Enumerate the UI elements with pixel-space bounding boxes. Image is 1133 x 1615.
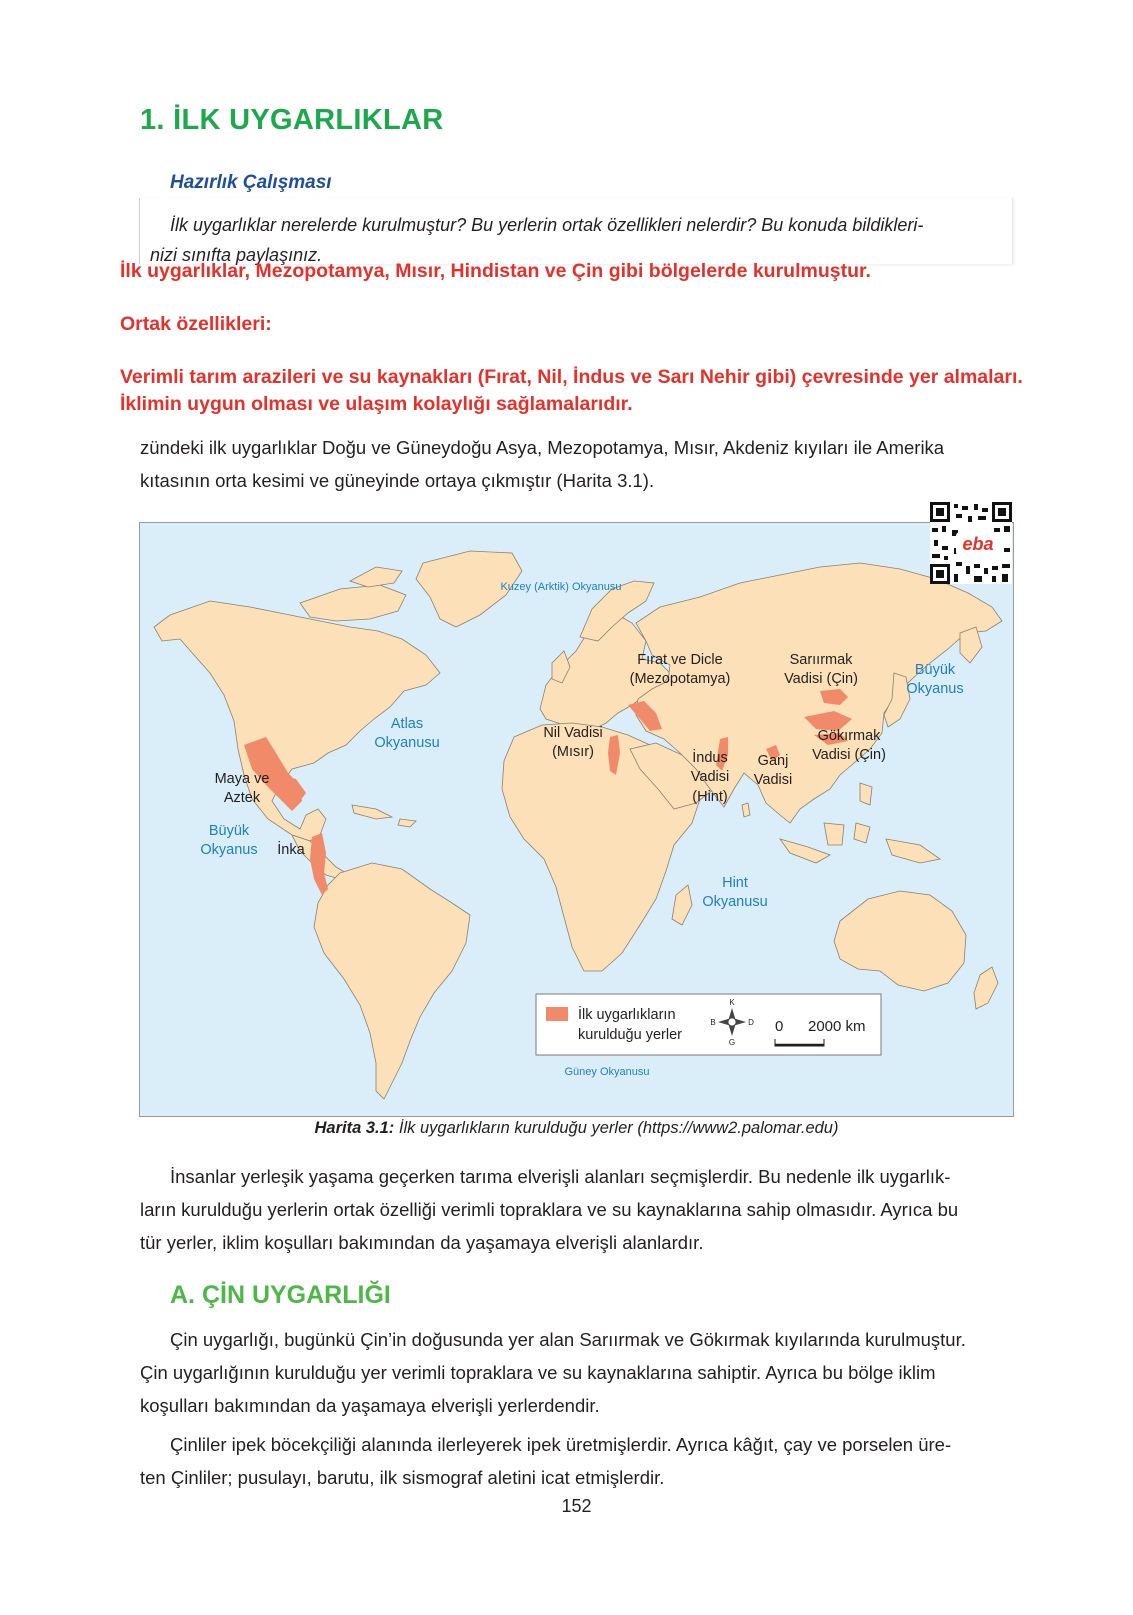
- intro-line2: kıtasının orta kesimi ve güneyinde ortaya çıkmıştır (Harita 3.1).: [140, 470, 655, 491]
- para3-line2: ten Çinliler; pusulayı, barutu, ilk sismograf aletini icat etmişlerdir.: [140, 1467, 665, 1488]
- prep-question-line2: nizi sınıfta paylaşınız.: [150, 245, 323, 265]
- map-legend: [536, 994, 881, 1055]
- pacific-west-label-2: Okyanus: [200, 842, 258, 858]
- answer-line2: Verimli tarım arazileri ve su kaynakları (Fırat, Nil, İndus ve Sarı Nehir gibi) çevresinde yer almaları.: [120, 366, 1023, 388]
- prep-heading: Hazırlık Çalışması: [170, 172, 332, 193]
- inca-label: İnka: [277, 842, 305, 858]
- compass-e: D: [748, 1018, 754, 1027]
- para1-line2: ların kurulduğu yerlerin ortak özelliği verimli topraklara ve su kaynaklarına sahip olmasıdır. Ayrıca bu: [140, 1199, 959, 1220]
- qr-logo-text: eba: [962, 534, 994, 554]
- mesopotamia-label-1: Fırat ve Dicle: [637, 652, 723, 668]
- legend-label-2: kurulduğu yerler: [578, 1027, 682, 1043]
- maya-aztec-label-1: Maya ve: [214, 771, 270, 787]
- nile-label-1: Nil Vadisi: [543, 725, 603, 741]
- atlantic-ocean-label-1: Atlas: [390, 716, 424, 732]
- indus-label-1: İndus: [692, 750, 728, 766]
- page-number: 152: [561, 1496, 592, 1516]
- para2-line2: Çin uygarlığının kurulduğu yer verimli topraklara ve su kaynaklarına sahiptir. Ayrıca bu bölge iklim: [140, 1362, 936, 1383]
- legend-swatch: [546, 1007, 568, 1021]
- intro-line1: zündeki ilk uygarlıklar Doğu ve Güneydoğu Asya, Mezopotamya, Mısır, Akdeniz kıyıları ile Amerika: [140, 437, 945, 458]
- para1-line1: İnsanlar yerleşik yaşama geçerken tarıma elverişli alanları seçmişlerdir. Bu nedenle ilk uygarlık-: [170, 1166, 951, 1187]
- yellow-river-label-2: Vadisi (Çin): [784, 671, 858, 687]
- pacific-west-label-1: Büyük: [208, 823, 250, 839]
- ganges-label-2: Vadisi: [753, 772, 793, 788]
- answer-line3: İklimin uygun olması ve ulaşım kolaylığı sağlamalarıdır.: [120, 393, 633, 415]
- yangtze-label-1: Gökırmak: [817, 728, 881, 744]
- para1-line3: tür yerler, iklim koşulları bakımından da yaşamaya elverişli alanlardır.: [140, 1232, 704, 1253]
- legend-label-1: İlk uygarlıkların: [578, 1007, 676, 1023]
- para3-line1: Çinliler ipek böcekçiliği alanında ilerleyerek ipek üretmişlerdir. Ayrıca kâğıt, çay ve porselen üre-: [170, 1434, 952, 1455]
- prep-question-line1: İlk uygarlıklar nerelerde kurulmuştur? Bu yerlerin ortak özellikleri nelerdir? Bu konuda bildikleri-: [170, 215, 924, 235]
- arctic-ocean-label: Kuzey (Arktik) Okyanusu: [500, 581, 622, 593]
- qr-code-icon[interactable]: [930, 502, 1012, 584]
- para2-line3: koşulları bakımından da yaşamaya elverişli yerlerdendir.: [140, 1395, 600, 1416]
- compass-n: K: [729, 998, 735, 1007]
- yangtze-label-2: Vadisi (Çin): [812, 747, 886, 763]
- world-map-svg: [140, 523, 1013, 1116]
- answer-features-label: Ortak özellikleri:: [120, 313, 272, 335]
- compass-w: B: [710, 1018, 716, 1027]
- southern-ocean-label: Güney Okyanusu: [564, 1066, 650, 1078]
- map-caption: [140, 1119, 1013, 1138]
- mesopotamia-label-2: (Mezopotamya): [629, 671, 731, 687]
- indian-ocean-label-1: Hint: [722, 875, 748, 891]
- caption-text: İlk uygarlıkların kurulduğu yerler (https://www2.palomar.edu): [394, 1119, 839, 1137]
- yellow-river-label-1: Sarıırmak: [789, 652, 853, 668]
- world-map: [139, 522, 1014, 1117]
- section-title: A. ÇİN UYGARLIĞI: [170, 1281, 391, 1309]
- answer-line1: İlk uygarlıklar, Mezopotamya, Mısır, Hindistan ve Çin gibi bölgelerde kurulmuştur.: [120, 260, 871, 282]
- atlantic-ocean-label-2: Okyanusu: [374, 735, 440, 751]
- indian-ocean-label-2: Okyanusu: [702, 894, 768, 910]
- indus-label-3: (Hint): [692, 789, 728, 805]
- pacific-east-label-2: Okyanus: [906, 681, 964, 697]
- nile-label-2: (Mısır): [552, 744, 594, 760]
- caption-label: Harita 3.1:: [314, 1119, 395, 1137]
- pacific-east-label-1: Büyük: [914, 662, 956, 678]
- ganges-label-1: Ganj: [757, 753, 789, 769]
- scale-zero: 0: [775, 1018, 784, 1035]
- compass-s: G: [728, 1038, 736, 1047]
- maya-aztec-label-2: Aztek: [223, 790, 261, 806]
- chapter-title: 1. İLK UYGARLIKLAR: [140, 104, 444, 136]
- para2-line1: Çin uygarlığı, bugünkü Çin’in doğusunda yer alan Sarıırmak ve Gökırmak kıyılarında kurulmuştur.: [170, 1329, 966, 1350]
- indus-label-2: Vadisi: [690, 769, 730, 785]
- scale-value: 2000 km: [808, 1018, 866, 1035]
